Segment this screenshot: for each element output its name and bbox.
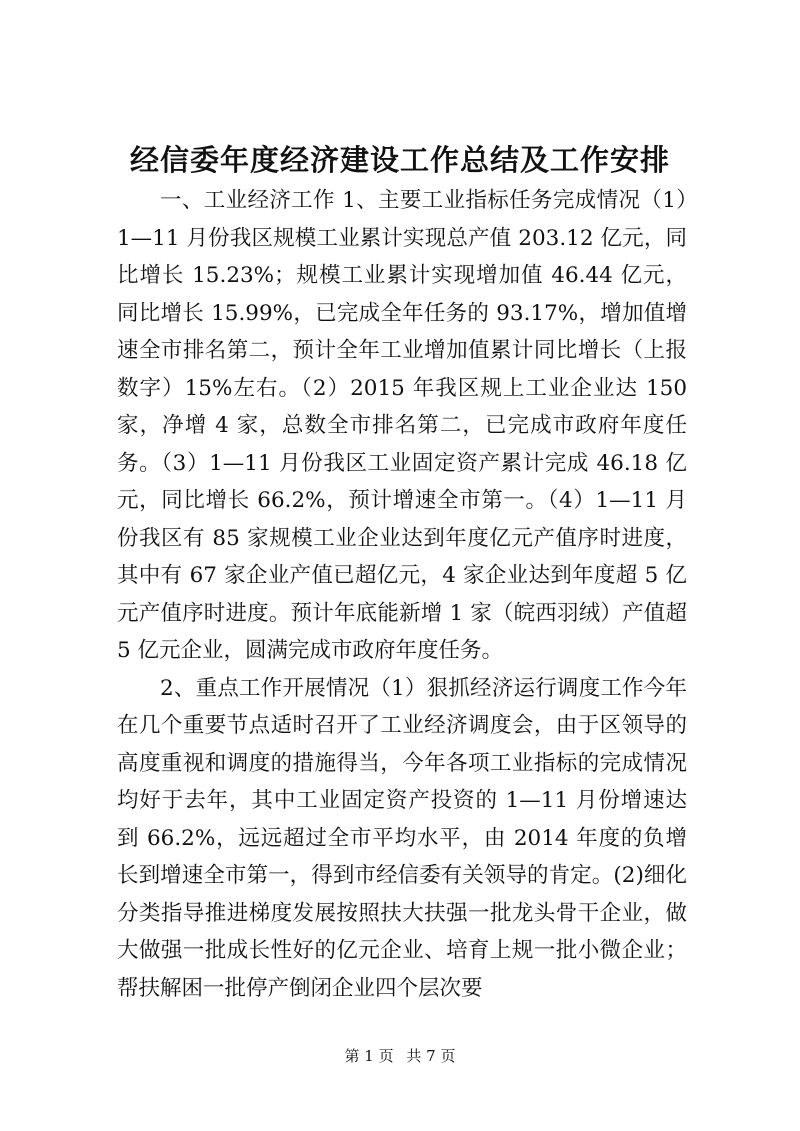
page-title: 经信委年度经济建设工作总结及工作安排 bbox=[129, 143, 670, 177]
page-total: 共 7 页 bbox=[406, 1047, 456, 1065]
paragraph-key-work: 2、重点工作开展情况（1）狠抓经济运行调度工作今年在几个重要节点适时召开了工业经济调度会，由于区领导的高度重视和调度的措施得当，今年各项工业指标的完成情况均好于去年，其中工业固定资产投资的 1—11 月份增速达到 66.2%，远远超过全市平均水平，由 2014 年度的负增长到增速全市第一，得到市经信委有关领导的肯定。(2)细化分类指导推进梯度发展按照扶大扶强一批龙头骨干企业，做大做强一批成长性好的亿元企业、培育上规一批小微企业；帮扶解困一批停产倒闭企业四个层次要 bbox=[117, 675, 687, 1001]
page-footer bbox=[0, 1046, 800, 1066]
document-body bbox=[117, 182, 687, 1007]
page-number: 第 1 页 bbox=[344, 1047, 394, 1065]
paragraph-industrial-economy: 一、工业经济工作 1、主要工业指标任务完成情况（1）1—11 月份我区规模工业累计实现总产值 203.12 亿元，同比增长 15.23%；规模工业累计实现增加值 46.44 亿元，同比增长 15.99%，已完成全年任务的 93.17%，增加值增速全市排名第二，预计全年工业增加值累计同比增长（上报数字）15%左右。（2）2015 年我区规上工业企业达 150 家，净增 4 家，总数全市排名第二，已完成市政府年度任务。（3）1—11 月份我区工业固定资产累计完成 46.18 亿元，同比增长 66.2%，预计增速全市第一。（4）1—11 月份我区有 85 家规模工业企业达到年度亿元产值序时进度，其中有 67 家企业产值已超亿元，4 家企业达到年度超 5 亿元产值序时进度。预计年底能新增 1 家（皖西羽绒）产值超 5 亿元企业，圆满完成市政府年度任务。 bbox=[117, 188, 687, 663]
